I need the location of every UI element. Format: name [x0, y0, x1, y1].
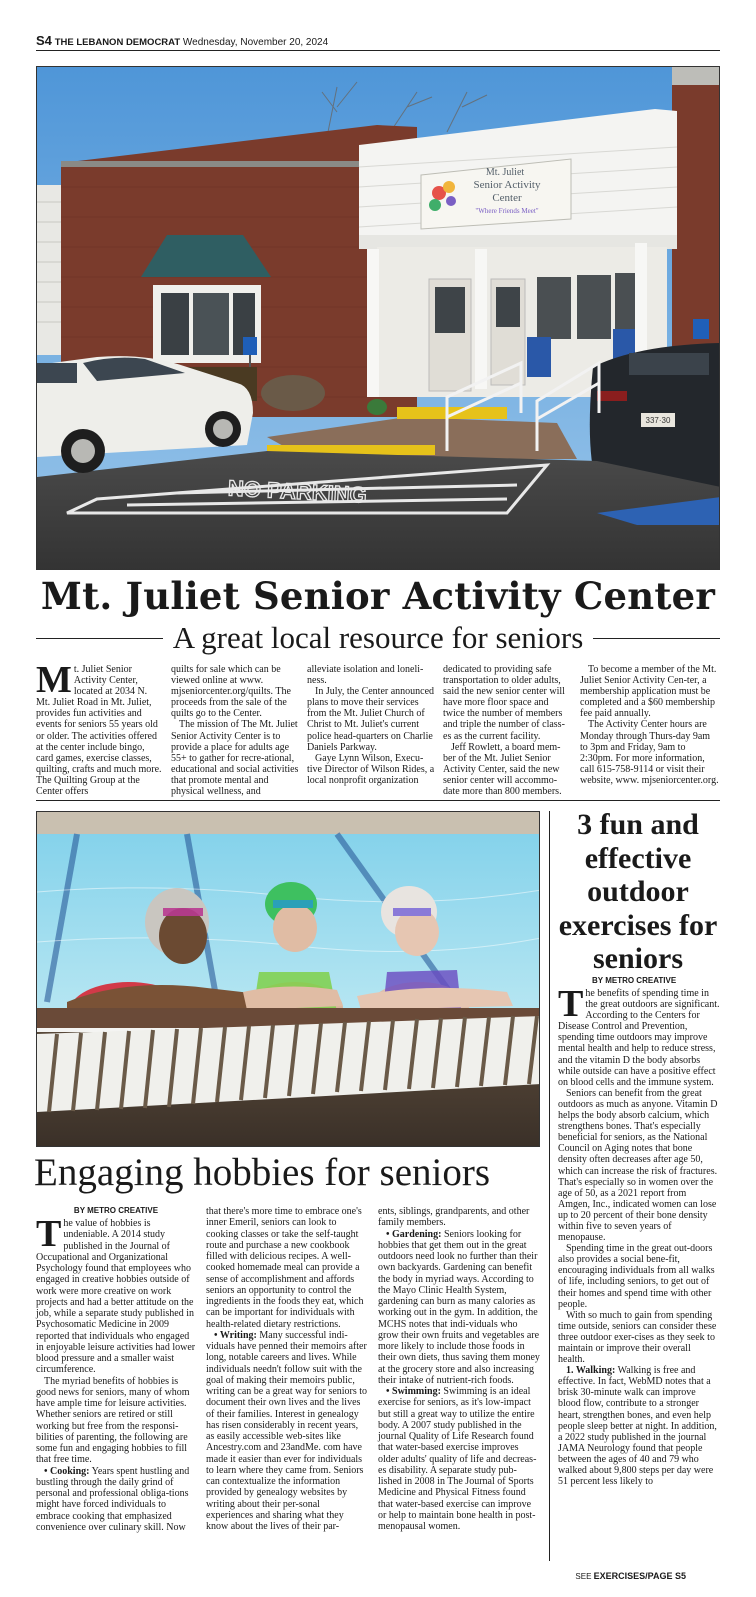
article2-text: Many successful indi-viduals have penned their memoirs after long, notable careers and lives. While individuals needn't follow suit with the goal of making their memoirs public, writing can be a great way for seniors to document their own lives and the lives of their families. Interest in genealogy has risen considerably in recent years, as easily accessible web-sites like Ancestry.com and 23andMe. com have made it easier than ever for individuals to learn where they came from. Seniors can contextualize the information provided by genealogy websites by writing about their per-sonal experiences and sharing what they know about the lives of their par- — [206, 1329, 368, 1532]
article1-column-2 — [171, 664, 299, 797]
article1-column-5 — [580, 664, 720, 786]
subhead-rule-left — [36, 638, 163, 639]
column-divider — [549, 811, 550, 1561]
article2-text: Seniors looking for hobbies that get them out in the great outdoors need look no further than their own backyards. Gardening can benefit the body in myriad ways. According to the Mayo Clinic Health System, gardening can burn as many calories as working out in the gym. In addition, the MCHS notes that indi-viduals who grow their own fruits and vegetables are more likely to include those foods in their own diets, thus saving them money at the grocery store and also increasing their intake of nutrient-rich foods. — [378, 1228, 540, 1386]
article2-text: ents, siblings, grandparents, and other family members. — [378, 1206, 530, 1229]
header-rule — [36, 50, 720, 51]
dropcap-t: T — [36, 1213, 62, 1255]
article3-text: With so much to gain from spending time outside, seniors can consider these three outdoor exer-cises as they seek to maintain or improve their overall health. — [558, 1309, 717, 1366]
continued-jump-line[interactable] — [558, 1570, 720, 1583]
sign-line-2: Senior Activity — [473, 179, 541, 191]
article1-text: To become a member of the Mt. Juliet Senior Activity Cen-ter, a membership application must be completed and a $60 membership fee paid annually. — [580, 664, 717, 720]
section-rule — [36, 800, 720, 801]
headline-senior-center: Mt. Juliet Senior Activity Center — [40, 574, 716, 618]
article1-column-1 — [36, 659, 162, 798]
article2-text: Years spent hustling and bustling through the daily grind of personal and professional obliga-tions might have forced individuals to embrace cooking that emphasized convenience over culinary skill. Now — [36, 1465, 190, 1533]
cooking-label: • Cooking: — [44, 1465, 90, 1477]
article2-text: The myriad benefits of hobbies is good news for seniors, many of whom have ample time for leisure activities. Whether seniors are retired or still working but free from the responsi-bilities of parenting, the following are some fun and engaging hobbies to fill that free time. — [36, 1375, 190, 1466]
article1-text: dedicated to providing safe transportation to older adults, said the new senior center will have more floor space and twice the number of members and triple the number of class-es as the current facility. — [443, 664, 565, 742]
writing-label: • Writing: — [214, 1329, 257, 1341]
headline-hobbies: Engaging hobbies for seniors — [34, 1151, 491, 1194]
article2-text: Swimming is an ideal exercise for seniors, as it's low-impact but still a great way to utilize the entire body. A 2007 study published in the journal Quality of Life Research found that water-based exercise improves older adults' quality of life and decreas-es disability. A separate study pub-lished in 2008 in The Journal of Sports Medicine and Physical Fitness found that water-based exercise can improve or help to maintain bone health in post-menopausal women. — [378, 1386, 537, 1532]
senior-center-photo — [36, 66, 720, 570]
sign-tagline: "Where Friends Meet" — [475, 207, 539, 215]
article1-text: quilts for sale which can be viewed online at www. mjseniorcenter.org/quilts. The proceeds from the sale of the quilts go to the Center. — [171, 664, 291, 720]
article3-text: he benefits of spending time in the great outdoors are significant. According to the Centers for Disease Control and Prevention, spending time outdoors may improve mental health and help to reduce stress, and the vitamin D the body absorbs while outside can have a positive effect on blood cells and the immune system. — [558, 988, 720, 1088]
dropcap-t: T — [558, 983, 584, 1025]
sign-line-1: Mt. Juliet — [485, 167, 525, 178]
swimming-label: • Swimming: — [386, 1386, 441, 1397]
article3-text: Spending time in the great out-doors also provides a social bene-fit, encouraging individuals from all walks of life, including seniors, to get out of their homes and spend time with other people. — [558, 1243, 715, 1310]
article3-text: Walking is free and effective. In fact, WebMD notes that a brisk 30-minute walk can improve blood flow, contribute to a stronger heart, strengthen bones, and even help people sleep better at night. In addition, a 2022 study published in the journal JAMA Neurology found that people between the ages of 40 and 79 who walked about 9,800 steps per day were 51 percent less likely to — [558, 1365, 717, 1488]
sign-line-3: Center — [492, 192, 522, 204]
article1-text: In July, the Center announced plans to move their services from the Mt. Juliet Church of Christ to Mt. Juliet's current police head-quarters on Charlie Daniels Parkway. — [307, 686, 435, 753]
walking-label: 1. Walking: — [566, 1365, 616, 1377]
byline: BY METRO CREATIVE — [592, 976, 677, 985]
dropcap-m: M — [36, 659, 72, 701]
article1-column-4 — [443, 664, 572, 797]
publication-name: THE LEBANON DEMOCRAT — [54, 37, 181, 48]
article1-text: The Activity Center hours are Monday through Thurs-day 9am to 3pm and Friday, 9am to 2:30pm. For more information, call 615-758-9114 or visit their website, www. mjseniorcenter.org. — [580, 719, 719, 786]
article1-text: t. Juliet Senior Activity Center, located at 2034 N. Mt. Juliet Road in Mt. Juliet, provides fun activities and events for seniors 55 years old or older. The activities offered at the center include bingo, card games, exercise classes, quilting, crafts and much more. The Quilting Group at the Center offers — [36, 664, 162, 798]
pavement-text: NO PARKING — [227, 475, 368, 508]
article2-text: that there's more time to embrace one's inner Emeril, seniors can look to cooking classes or take the self-taught route and purchase a new cookbook filled with delicious recipes. A well-cooked homemade meal can provide a sense of accomplishment and affords seniors an opportunity to control the ingredients in the foods they eat, which can be important for individuals with health-related dietary restrictions. — [206, 1206, 364, 1330]
jump-target: EXERCISES/PAGE S5 — [593, 1571, 686, 1581]
byline: BY METRO CREATIVE — [73, 1206, 159, 1215]
article1-text: The mission of The Mt. Juliet Senior Activity Center is to provide a place for adults age 55+ to gather for recre-ational, educational and social activities that promote mental and physical wellness, and — [171, 719, 299, 798]
article1-column-3 — [307, 664, 435, 786]
article1-text: Gaye Lynn Wilson, Execu-tive Director of Wilson Rides, a local nonprofit organization — [307, 752, 435, 786]
article3-column — [558, 976, 720, 1487]
issue-date: Wednesday, November 20, 2024 — [182, 37, 329, 48]
article1-text: alleviate isolation and loneli-ness. — [307, 664, 424, 687]
article2-column-3 — [378, 1206, 540, 1532]
article2-text: he value of hobbies is undeniable. A 2014 study published in the Journal of Occupational and Organizational Psychology found that employees who engaged in creative hobbies outside of work were more creative on work projects and had a better attitude on the job, while a separate study published in Psychosomatic Medicine in 2009 reported that individuals who engaged in enjoyable leisure activities had lower blood pressure and a smaller waist circumference. — [36, 1218, 196, 1376]
subhead-senior-center: A great local resource for seniors — [172, 620, 584, 655]
subhead-row — [36, 618, 720, 658]
headline-exercises: 3 fun and effective outdoor exercises for seniors — [558, 808, 718, 975]
license-plate: 337·30 — [645, 416, 671, 425]
article2-column-1 — [36, 1206, 196, 1533]
jump-prefix: SEE — [575, 1572, 594, 1581]
subhead-rule-right — [593, 638, 720, 639]
page-number: S4 — [36, 33, 52, 48]
article3-text: Seniors can benefit from the great outdoors as much as anyone. Vitamin D helps the body absorb calcium, which strengthens bones. That's especially beneficial for seniors, as the National Council on Aging notes that bone density often decreases after age 50, which can increase the risk of fractures. That's especially so in women over the age of 50, as a 2021 report from Amgen, Inc., indicated women can lose up to 20 percent of their bone density within five to seven years of menopause. — [558, 1087, 718, 1244]
article1-text: Jeff Rowlett, a board mem-ber of the Mt. Juliet Senior Activity Center, said the new senior center will accommo-date more than 800 members. — [443, 741, 562, 798]
seniors-pool-photo — [36, 811, 540, 1147]
gardening-label: • Gardening: — [386, 1228, 442, 1240]
article2-column-2 — [206, 1206, 368, 1532]
